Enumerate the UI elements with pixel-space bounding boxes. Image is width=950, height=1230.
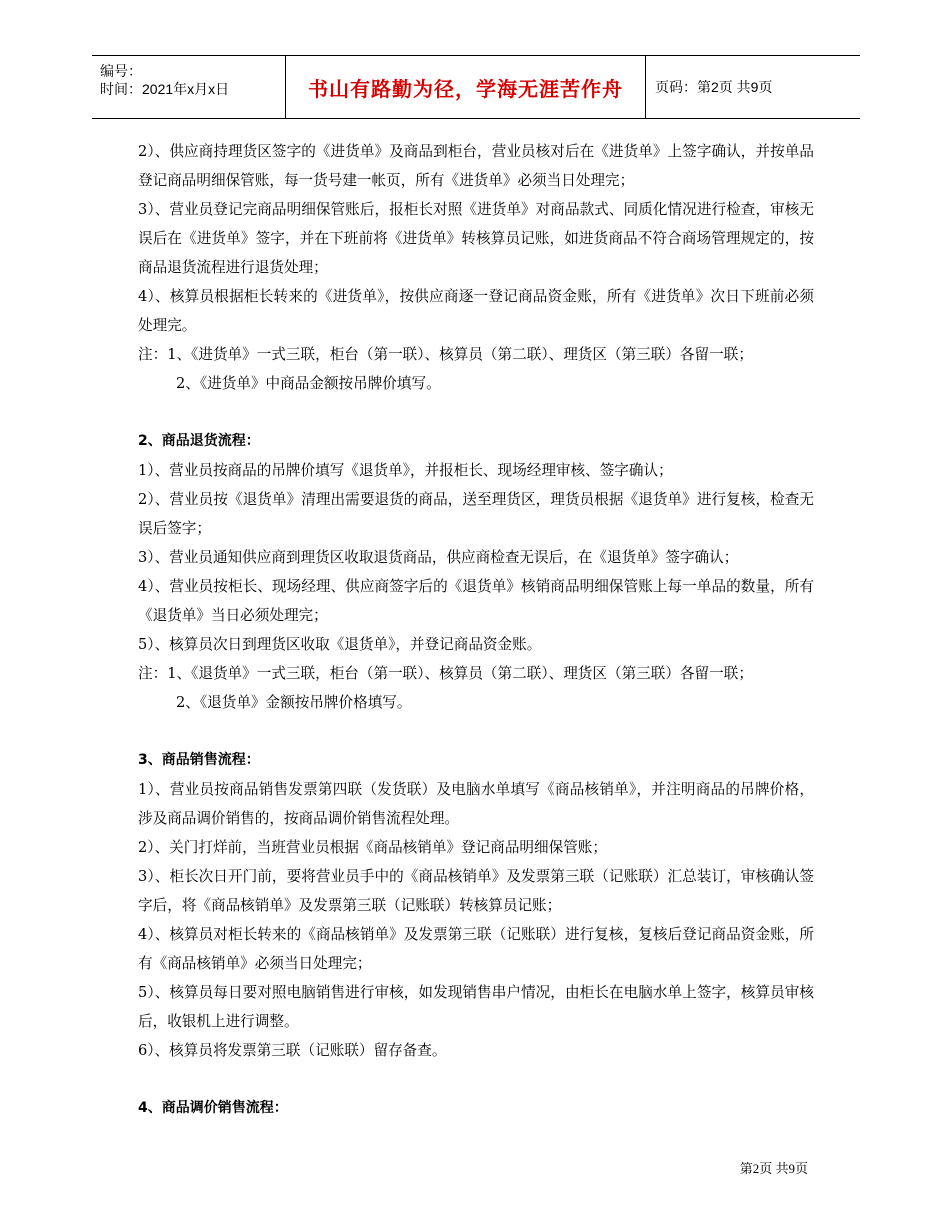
section-title: 3、商品销售流程：: [138, 752, 260, 768]
document-body: [138, 137, 814, 1123]
paragraph: 1）、营业员按商品销售发票第四联（发货联）及电脑水单填写《商品核销单》，并注明商品的吊牌价格，涉及商品调价销售的，按商品调价销售流程处理。: [138, 781, 814, 827]
paragraph: 4）、核算员根据柜长转来的《进货单》，按供应商逐一登记商品资金账，所有《进货单》次日下班前必须处理完。: [138, 288, 814, 334]
paragraph: 5）、核算员次日到理货区收取《退货单》，并登记商品资金账。: [138, 636, 542, 653]
paragraph: 2）、供应商持理货区签字的《进货单》及商品到柜台，营业员核对后在《进货单》上签字确认，并按单品登记商品明细保管账，每一货号建一帐页，所有《进货单》必须当日处理完；: [138, 143, 814, 189]
section-title: 2、商品退货流程：: [138, 433, 260, 449]
note: 2、《退货单》金额按吊牌价格填写。: [176, 694, 412, 711]
paragraph: 3）、营业员登记完商品明细保管账后，报柜长对照《进货单》对商品款式、同质化情况进行检查，审核无误后在《进货单》签字，并在下班前将《进货单》转核算员记账，如进货商品不符合商场管理规定的，按商品退货流程进行退货处理；: [138, 201, 814, 276]
section-title: 4、商品调价销售流程：: [138, 1100, 288, 1116]
header-page-label: 页码：第2页 共9页: [655, 79, 773, 95]
header-meta: [92, 56, 285, 118]
note: 2、《进货单》中商品金额按吊牌价填写。: [176, 375, 441, 392]
note: 注：1、《退货单》一式三联，柜台（第一联）、核算员（第二联）、理货区（第三联）各留一联；: [138, 665, 753, 682]
paragraph: 2）、营业员按《退货单》清理出需要退货的商品，送至理货区，理货员根据《退货单》进行复核，检查无误后签字；: [138, 491, 814, 537]
time-label: 时间：2021年x月x日: [100, 81, 230, 97]
paragraph: 1）、营业员按商品的吊牌价填写《退货单》，并报柜长、现场经理审核、签字确认；: [138, 462, 673, 479]
page-header: [92, 55, 860, 119]
page-footer: 第2页 共9页: [739, 1161, 808, 1176]
note: 注：1、《进货单》一式三联，柜台（第一联）、核算员（第二联）、理货区（第三联）各留一联；: [138, 346, 753, 363]
paragraph: 4）、核算员对柜长转来的《商品核销单》及发票第三联（记账联）进行复核，复核后登记商品资金账，所有《商品核销单》必须当日处理完；: [138, 926, 814, 972]
paragraph: 4）、营业员按柜长、现场经理、供应商签字后的《退货单》核销商品明细保管账上每一单品的数量，所有《退货单》当日必须处理完；: [138, 578, 814, 624]
paragraph: 3）、营业员通知供应商到理货区收取退货商品，供应商检查无误后，在《退货单》签字确认；: [138, 549, 739, 566]
paragraph: 6）、核算员将发票第三联（记账联）留存备查。: [138, 1042, 447, 1059]
header-motto: 书山有路勤为径，学海无涯苦作舟: [285, 56, 646, 118]
code-label: 编号：: [100, 63, 142, 79]
paragraph: 2）、关门打烊前，当班营业员根据《商品核销单》登记商品明细保管账；: [138, 839, 607, 856]
paragraph: 3）、柜长次日开门前，要将营业员手中的《商品核销单》及发票第三联（记账联）汇总装订，审核确认签字后，将《商品核销单》及发票第三联（记账联）转核算员记账；: [138, 868, 814, 914]
paragraph: 5）、核算员每日要对照电脑销售进行审核，如发现销售串户情况，由柜长在电脑水单上签字，核算员审核后，收银机上进行调整。: [138, 984, 814, 1030]
